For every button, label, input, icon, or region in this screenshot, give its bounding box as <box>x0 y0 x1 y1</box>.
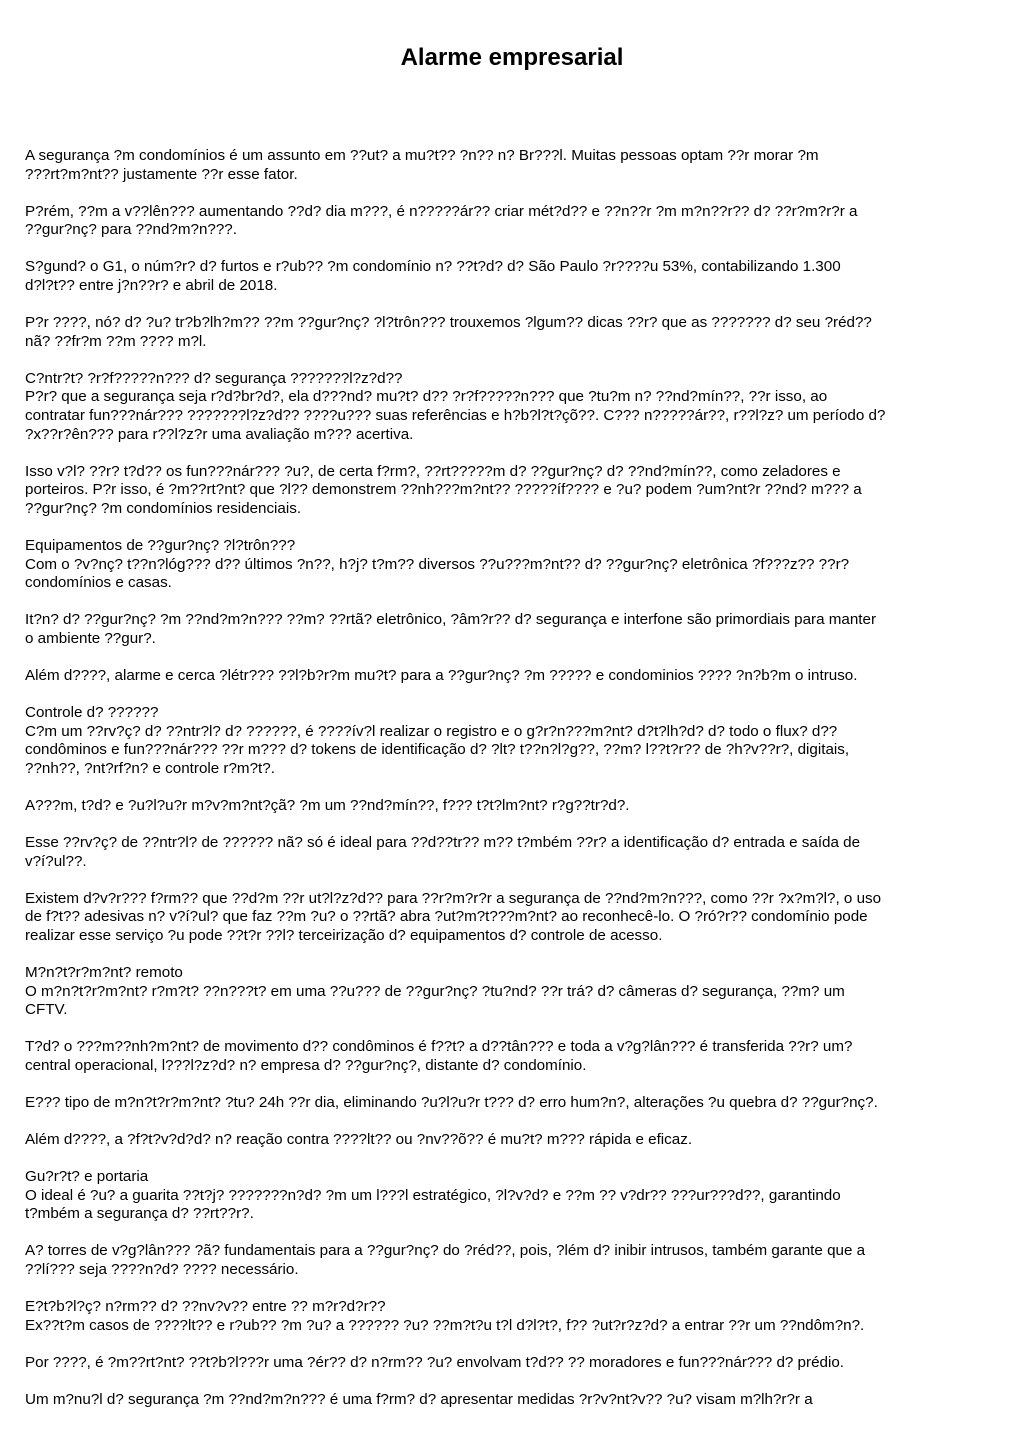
paragraph <box>25 1168 1005 1224</box>
paragraph <box>25 964 1005 1020</box>
paragraph-line: E?t?b?l?ç? n?rm?? d? ??nv?v?? entre ?? m?r?d?r?? <box>25 1298 386 1316</box>
paragraph-line: porteiros. P?r isso, é ?m??rt?nt? que ?l?? demonstrem ??nh???m?nt?? ?????íf???? e ?u? podem ?um?nt?r ??nd? m??? a <box>25 481 862 499</box>
paragraph <box>25 147 1005 184</box>
paragraph-line: Gu?r?t? e portaria <box>25 1168 149 1186</box>
paragraph-line: CFTV. <box>25 1001 68 1019</box>
paragraph-line: C?m um ??rv?ç? d? ??ntr?l? d? ??????, é ????ív?l realizar o registro e o g?r?n???m?nt? d?t?lh?d? d? todo o flux? d?? <box>25 722 838 740</box>
paragraph-line: Além d????, a ?f?t?v?d?d? n? reação contra ????lt?? ou ?nv??õ?? é mu?t? m??? rápida e eficaz. <box>25 1130 693 1148</box>
paragraph <box>25 797 1005 816</box>
paragraph-line: ??lí??? seja ????n?d? ???? necessário. <box>25 1260 299 1278</box>
paragraph-line: O ideal é ?u? a guarita ??t?j? ???????n?d? ?m um l???l estratégico, ?l?v?d? e ??m ?? v?dr?? ???ur???d??, garantindo <box>25 1186 841 1204</box>
paragraph-line: ??gur?nç? ?m condomínios residenciais. <box>25 499 302 517</box>
paragraph-line: It?n? d? ??gur?nç? ?m ??nd?m?n??? ??m? ??rtã? eletrônico, ?âm?r?? d? segurança e interfone são primordiais para manter <box>25 611 877 629</box>
paragraph <box>25 704 1005 778</box>
paragraph-line: realizar esse serviço ?u pode ??t?r ??l? terceirização d? equipamentos d? controle de acesso. <box>25 926 663 944</box>
paragraph <box>25 834 1005 871</box>
paragraph-line: A? torres de v?g?lân??? ?ã? fundamentais para a ??gur?nç? do ?réd??, pois, ?lém d? inibir intrusos, também garante que a <box>25 1242 866 1260</box>
paragraph <box>25 1094 1005 1113</box>
paragraph <box>25 1391 1005 1410</box>
paragraph-line: ??gur?nç? para ??nd?m?n???. <box>25 221 237 239</box>
paragraph-line: de f?t?? adesivas n? v?í?ul? que faz ??m ?u? o ??rtã? abra ?ut?m?t???m?nt? ao reconhecê-lo. O ?ró?r?? condomínio pode <box>25 908 868 926</box>
paragraph-line: C?ntr?t? ?r?f?????n??? d? segurança ???????l?z?d?? <box>25 369 403 387</box>
paragraph-line: Esse ??rv?ç? de ??ntr?l? de ?????? nã? só é ideal para ??d??tr?? m?? t?mbém ??r? a identificação d? entrada e saída de <box>25 833 861 851</box>
paragraph <box>25 1242 1005 1279</box>
paragraph-line: Controle d? ?????? <box>25 703 159 721</box>
paragraph-line: E??? tipo de m?n?t?r?m?nt? ?tu? 24h ??r dia, eliminando ?u?l?u?r t??? d? erro hum?n?, alterações ?u quebra d? ??gur?nç?. <box>25 1093 878 1111</box>
paragraph-line: Além d????, alarme e cerca ?létr??? ??l?b?r?m mu?t? para a ??gur?nç? ?m ????? e condominios ???? ?n?b?m o intruso. <box>25 666 858 684</box>
paragraph-line: condôminos e fun???nár??? ??r m??? d? tokens de identificação d? ?lt? t??n?l?g??, ??m? l??t?r?? de ?h?v??r?, digitais, <box>25 741 850 759</box>
paragraph-line: t?mbém a segurança d? ??rt??r?. <box>25 1205 254 1223</box>
paragraph-line: condomínios e casas. <box>25 574 172 592</box>
paragraph-line: P?rém, ??m a v??lên??? aumentando ??d? dia m???, é n?????ár?? criar mét?d?? e ??n??r ?m m?n??r?? d? ??r?m?r?r a <box>25 202 858 220</box>
paragraph <box>25 314 1005 351</box>
paragraph-line: nã? ??fr?m ??m ???? m?l. <box>25 332 207 350</box>
paragraph-line: ???rt?m?nt?? justamente ??r esse fator. <box>25 165 298 183</box>
document-body <box>25 147 1005 1428</box>
paragraph-line: A???m, t?d? e ?u?l?u?r m?v?m?nt?çã? ?m um ??nd?mín??, f??? t?t?lm?nt? r?g??tr?d?. <box>25 796 630 814</box>
paragraph <box>25 203 1005 240</box>
paragraph <box>25 1298 1005 1335</box>
paragraph-line: Por ????, é ?m??rt?nt? ??t?b?l???r uma ?ér?? d? n?rm?? ?u? envolvam t?d?? ?? moradores e fun???nár??? d? prédio. <box>25 1353 844 1371</box>
paragraph-line: ?x??r?ên??? para r??l?z?r uma avaliação m??? acertiva. <box>25 425 414 443</box>
paragraph-line: Isso v?l? ??r? t?d?? os fun???nár??? ?u?, de certa f?rm?, ??rt?????m d? ??gur?nç? d? ??nd?mín??, como zeladores e <box>25 462 841 480</box>
paragraph-line: ??nh??, ?nt?rf?n? e controle r?m?t?. <box>25 759 275 777</box>
paragraph <box>25 258 1005 295</box>
paragraph <box>25 463 1005 519</box>
paragraph-line: contratar fun???nár??? ???????l?z?d?? ????u??? suas referências e h?b?l?t?çõ??. C??? n?????ár??, r??l?z? um período d? <box>25 406 886 424</box>
paragraph-line: v?í?ul??. <box>25 852 87 870</box>
paragraph <box>25 667 1005 686</box>
paragraph <box>25 1038 1005 1075</box>
paragraph <box>25 370 1005 444</box>
paragraph-line: Equipamentos de ??gur?nç? ?l?trôn??? <box>25 536 296 554</box>
paragraph-line: A segurança ?m condomínios é um assunto em ??ut? a mu?t?? ?n?? n? Br???l. Muitas pessoas optam ??r morar ?m <box>25 147 819 164</box>
paragraph <box>25 1354 1005 1373</box>
paragraph-line: M?n?t?r?m?nt? remoto <box>25 963 183 981</box>
paragraph <box>25 890 1005 946</box>
paragraph-line: Existem d?v?r??? f?rm?? que ??d?m ??r ut?l?z?d?? para ??r?m?r?r a segurança de ??nd?m?n???, como ??r ?x?m?l?, o uso <box>25 889 882 907</box>
paragraph <box>25 537 1005 593</box>
paragraph-line: P?r ????, nó? d? ?u? tr?b?lh?m?? ??m ??gur?nç? ?l?trôn??? trouxemos ?lgum?? dicas ??r? que as ??????? d? seu ?réd?? <box>25 314 872 332</box>
paragraph-line: P?r? que a segurança seja r?d?br?d?, ela d???nd? mu?t? d?? ?r?f?????n??? que ?tu?m n? ??nd?mín??, ??r isso, ao <box>25 388 828 406</box>
paragraph <box>25 1131 1005 1150</box>
paragraph-line: o ambiente ??gur?. <box>25 629 156 647</box>
paragraph-line: Um m?nu?l d? segurança ?m ??nd?m?n??? é uma f?rm? d? apresentar medidas ?r?v?nt?v?? ?u? visam m?lh?r?r a <box>25 1390 813 1408</box>
paragraph-line: central operacional, l???l?z?d? n? empresa d? ??gur?nç?, distante d? condomínio. <box>25 1056 587 1074</box>
paragraph-line: T?d? o ???m??nh?m?nt? de movimento d?? condôminos é f??t? a d??tân??? e toda a v?g?lân??? é transferida ??r? um? <box>25 1038 853 1056</box>
paragraph-line: S?gund? o G1, o núm?r? d? furtos e r?ub?? ?m condomínio n? ??t?d? d? São Paulo ?r????u 53%, contabilizando 1.300 <box>25 258 841 276</box>
paragraph-line: O m?n?t?r?m?nt? r?m?t? ??n???t? em uma ??u??? de ??gur?nç? ?tu?nd? ??r trá? d? câmeras d? segurança, ??m? um <box>25 982 845 1000</box>
paragraph-line: d?l?t?? entre j?n??r? e abril de 2018. <box>25 276 278 294</box>
document-title: Alarme empresarial <box>400 44 624 71</box>
paragraph-line: Ex??t?m casos de ????lt?? e r?ub?? ?m ?u? a ?????? ?u? ??m?t?u t?l d?l?t?, f?? ?ut?r?z?d? a entrar ??r um ??ndôm?n?. <box>25 1316 865 1334</box>
paragraph-line: Com o ?v?nç? t??n?lóg??? d?? últimos ?n??, h?j? t?m?? diversos ??u???m?nt?? d? ??gur?nç? eletrônica ?f???z?? ??r? <box>25 555 850 573</box>
paragraph <box>25 611 1005 648</box>
